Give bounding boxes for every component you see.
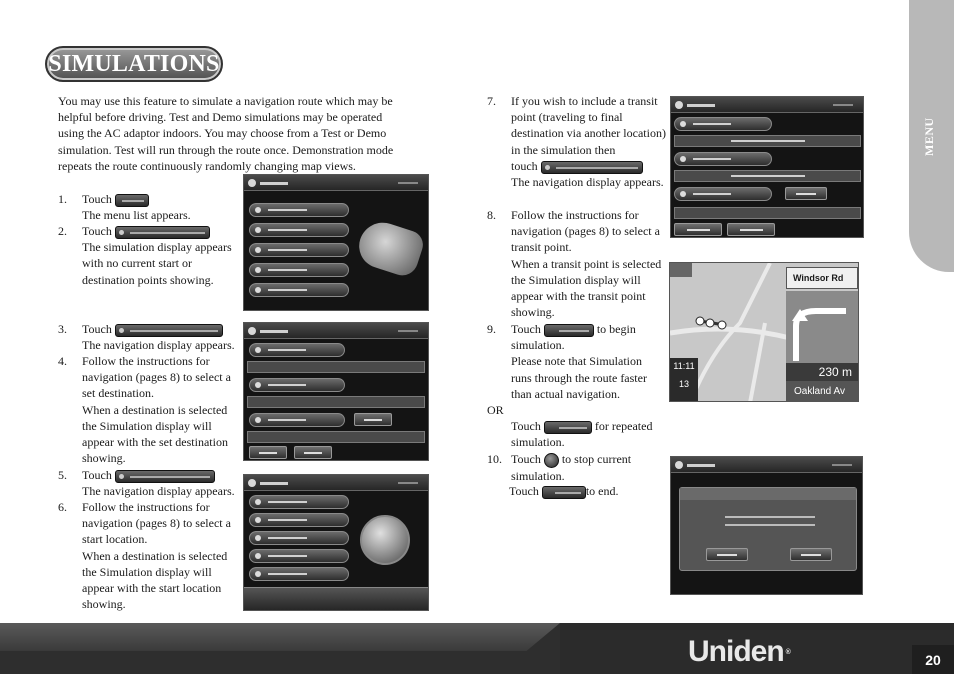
- step-touch-text: Touch: [82, 224, 112, 238]
- step-text: simulation.: [511, 468, 565, 483]
- step-10: [511, 451, 671, 484]
- simulation-screen-image: [243, 322, 429, 461]
- step-text: appear with the transit point: [511, 289, 646, 304]
- step-text: in the simulation then: [511, 142, 616, 157]
- step-2: [82, 223, 242, 288]
- step-text: to stop current: [561, 452, 632, 466]
- street-top: Windsor Rd: [786, 267, 858, 289]
- step-text: If you wish to include a transit: [511, 94, 658, 108]
- step-touch-text: Touch: [82, 468, 112, 482]
- step-text: When a destination is selected: [82, 548, 228, 563]
- step-number: 4.: [58, 354, 67, 368]
- start-location-button-icon: [115, 470, 215, 483]
- or-step: [511, 418, 671, 450]
- step-text: runs through the route faster: [511, 370, 647, 385]
- distance-readout: 230 m: [786, 363, 858, 381]
- step-text: set destination.: [82, 386, 154, 401]
- step-text: for repeated: [594, 419, 653, 433]
- step-number: 9.: [487, 322, 496, 336]
- step-text: showing.: [511, 305, 555, 320]
- step-text: than actual navigation.: [511, 386, 620, 401]
- map-screen-image: [669, 262, 859, 402]
- step-8: [511, 207, 671, 320]
- step-3: [82, 321, 242, 353]
- intro-line: repeats the route continuously randomly changing map views.: [58, 158, 356, 173]
- step-text: Please note that Simulation: [511, 354, 642, 369]
- step-text: simulation.: [511, 435, 565, 450]
- step-text: the Simulation display will: [82, 418, 212, 433]
- step-touch-text: Touch: [511, 322, 541, 336]
- step-4: [82, 353, 242, 466]
- menu-screen-image: [243, 174, 429, 311]
- step-text: start location.: [82, 532, 148, 547]
- yes-button-icon: [542, 486, 586, 499]
- test-button-icon: [544, 324, 594, 337]
- step-text: destination via another location): [511, 126, 666, 141]
- step-text: appear with the start location: [82, 581, 222, 596]
- turn-arrow-panel: [786, 291, 858, 363]
- step-text: showing.: [82, 451, 126, 466]
- step-touch-text: Touch: [82, 322, 112, 336]
- step-text: transit point.: [511, 240, 572, 255]
- step-text: navigation (pages 8) to select a: [82, 516, 231, 531]
- step-text: Follow the instructions for: [82, 500, 210, 514]
- simulation-transit-screen-image: [670, 96, 864, 238]
- step-touch-text: Touch: [82, 192, 112, 206]
- step-number: 8.: [487, 208, 496, 222]
- step-number: 7.: [487, 94, 496, 108]
- uniden-logo: [688, 636, 810, 668]
- confirm-dialog-screen-image: [670, 456, 863, 595]
- step-text: Follow the instructions for: [82, 354, 210, 368]
- step-text: point (traveling to final: [511, 110, 623, 125]
- footer-stripe: [0, 623, 560, 651]
- step-number: 2.: [58, 224, 67, 238]
- step-10-end: [509, 483, 669, 499]
- page-title-pill: [45, 46, 223, 82]
- step-text: The navigation display appears.: [82, 338, 235, 353]
- step-text: the Simulation display will: [511, 272, 641, 287]
- side-tab-label: MENU: [922, 117, 936, 156]
- intro-line: using the AC adaptor indoors. You may choose from a Test or Demo: [58, 126, 387, 141]
- step-touch-text: Touch: [511, 452, 541, 466]
- step-touch-text: touch: [511, 158, 538, 173]
- intro-line: You may use this feature to simulate a navigation route which may be: [58, 94, 393, 108]
- step-text: to begin: [596, 322, 636, 336]
- step-text: Follow the instructions for: [511, 208, 639, 222]
- step-text: appear with the set destination: [82, 435, 228, 450]
- simulation-button-icon: [115, 226, 210, 239]
- step-text: navigation (pages 8) to select a: [82, 370, 231, 385]
- page-number: 20: [912, 645, 954, 674]
- step-7: [511, 93, 673, 190]
- time-panel: [670, 358, 698, 402]
- step-text: simulation.: [511, 338, 565, 353]
- step-number: 1.: [58, 192, 67, 206]
- step-text: navigation (pages 8) to select a: [511, 224, 660, 239]
- intro-line: helpful before driving. Test and Demo simulations may be operated: [58, 110, 383, 125]
- demo-button-icon: [544, 421, 592, 434]
- step-number: 6.: [58, 500, 67, 514]
- step-text: with no current start or: [82, 256, 192, 271]
- step-text: The navigation display appears.: [511, 175, 664, 190]
- step-touch-text: Touch: [511, 419, 541, 433]
- step-text: to end.: [585, 484, 619, 498]
- intro-paragraph: [58, 93, 418, 174]
- step-text: When a destination is selected: [82, 402, 228, 417]
- step-text: the Simulation display will: [82, 564, 212, 579]
- step-9: [511, 321, 671, 402]
- step-5: [82, 467, 242, 499]
- step-text: When a transit point is selected: [511, 256, 662, 271]
- step-text: destination points showing.: [82, 272, 214, 287]
- step-text: showing.: [82, 597, 126, 612]
- intro-line: simulation. Test will run through the route once. Demonstration mode: [58, 142, 394, 157]
- menu-button-icon: [115, 194, 149, 207]
- turn-arrow-icon: [786, 291, 858, 363]
- time-top: 11:11: [673, 361, 695, 371]
- step-6: [82, 499, 242, 612]
- stop-button-icon: [544, 453, 559, 468]
- step-number: 3.: [58, 322, 67, 336]
- step-1: [82, 191, 242, 223]
- step-text: The navigation display appears.: [82, 484, 235, 499]
- step-number: 5.: [58, 468, 67, 482]
- set-transit-button-icon: [541, 161, 643, 174]
- street-bottom: Oakland Av: [786, 381, 858, 401]
- page-title: SIMULATIONS: [48, 50, 220, 77]
- navigation-screen-image: [243, 474, 429, 611]
- step-number: 10.: [487, 452, 502, 466]
- step-touch-text: Touch: [509, 484, 539, 498]
- set-destination-button-icon: [115, 324, 223, 337]
- or-label: OR: [487, 403, 504, 417]
- brand-text: Uniden: [688, 635, 784, 668]
- step-text: The simulation display appears: [82, 240, 232, 255]
- step-text: The menu list appears.: [82, 208, 191, 223]
- time-bottom: 13: [678, 379, 689, 389]
- brand-registered-mark: ®: [785, 648, 790, 656]
